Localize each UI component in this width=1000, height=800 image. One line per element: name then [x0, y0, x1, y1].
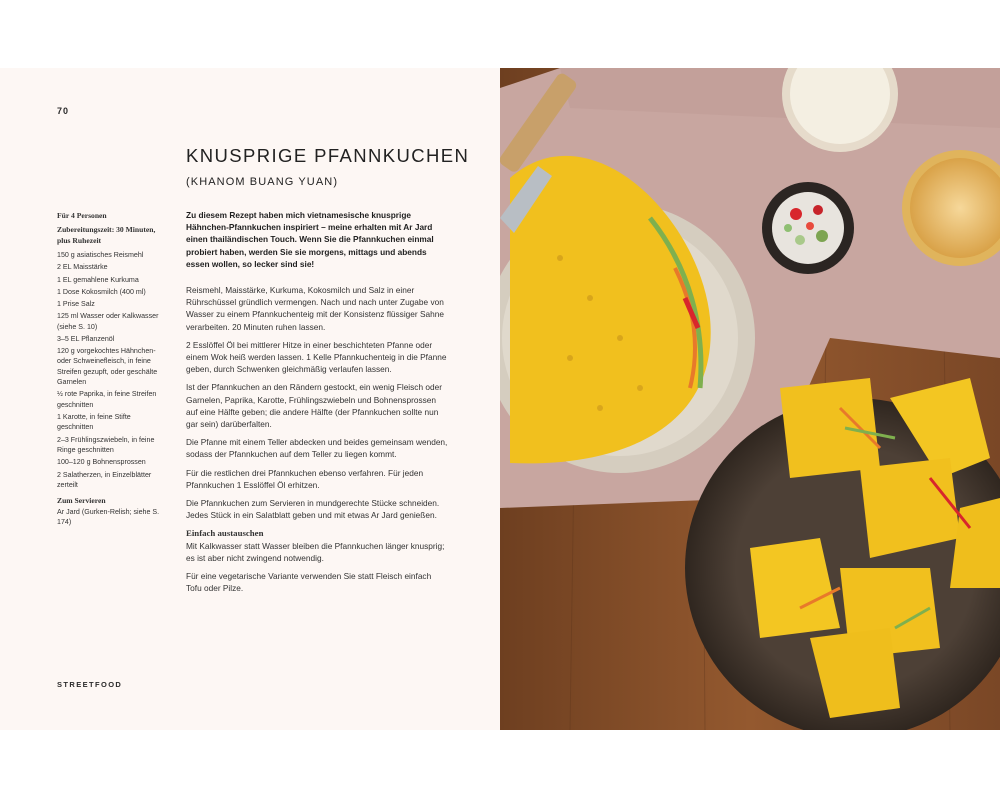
ingredient-item: 1 EL gemahlene Kurkuma — [57, 275, 139, 284]
swap-heading: Einfach austauschen — [186, 528, 264, 539]
ingredient-item: 1 Dose Kokosmilch (400 ml) — [57, 287, 146, 296]
ingredient-item: 125 ml Wasser oder Kalkwasser (siehe S. 10) — [57, 312, 159, 331]
step-paragraph: Reismehl, Maisstärke, Kurkuma, Kokosmilch und Salz in einer Rührschüssel gründlich vermengen. Nach und nach unter Zugabe von Wasser zu einem Pfannkuchenteig mit der Konsistenz flüssiger Sahne verarbeiten. 20 Minuten ruhen lassen. — [186, 285, 444, 332]
step-paragraph: Die Pfannkuchen zum Servieren in mundgerechte Stücke schneiden. Jedes Stück in ein Salatblatt geben und mit etwas Ar Jard genießen. — [186, 498, 440, 521]
step-paragraph: Ist der Pfannkuchen an den Rändern gestockt, ein wenig Fleisch oder Garnelen, Paprika, Karotte, Frühlingszwiebeln und Bohnensprossen auf eine Hälfte geben; die andere Hälfte (der Pfannkuchen sollte nun gar sein) darüberfalten. — [186, 382, 442, 430]
swap-paragraph: Mit Kalkwasser statt Wasser bleiben die Pfannkuchen länger knusprig; es ist aber nicht zwingend notwendig. — [186, 540, 445, 563]
ingredient-item: 2 EL Maisstärke — [57, 263, 108, 272]
ingredient-list — [57, 250, 165, 490]
ingredient-item: 1 Prise Salz — [57, 300, 95, 309]
page-number: 70 — [57, 106, 70, 116]
ingredient-item: 150 g asiatisches Reismehl — [57, 251, 144, 260]
ingredient-item: ½ rote Paprika, in feine Streifen geschnitten — [57, 390, 157, 409]
prep-time: Zubereitungszeit: 30 Minuten, plus Ruhezeit — [57, 225, 156, 245]
serving-heading: Zum Servieren — [57, 496, 106, 506]
ingredient-item: 3–5 EL Pflanzenöl — [57, 334, 115, 343]
ingredient-item: 2–3 Frühlingszwiebeln, in feine Ringe geschnitten — [57, 435, 155, 455]
ingredient-item: 120 g vorgekochtes Hähnchen- oder Schweinefleisch, in feine Streifen gezupft, oder geschälte Garnelen — [57, 347, 158, 387]
recipe-subtitle: (KHANOM BUANG YUAN) — [186, 176, 339, 188]
recipe-body — [186, 209, 448, 600]
servings: Für 4 Personen — [57, 211, 107, 220]
section-footer: STREETFOOD — [57, 680, 123, 689]
step-paragraph: 2 Esslöffel Öl bei mittlerer Hitze in einer beschichteten Pfanne oder einem Wok heiß werden lassen. 1 Kelle Pfannkuchenteig in die Pfanne geben, durch Schwenken gleichmäßig verlaufen lassen. — [186, 339, 447, 375]
food-photo-illustration — [500, 68, 1000, 730]
step-paragraph: Die Pfanne mit einem Teller abdecken und beides gemeinsam wenden, sodass der Pfannkuchen auf dem Teller zu liegen kommt. — [186, 437, 448, 460]
recipe-title: KNUSPRIGE PFANNKUCHEN — [186, 145, 470, 166]
ingredient-item: 1 Karotte, in feine Stifte geschnitten — [57, 413, 131, 432]
ingredient-item: 100–120 g Bohnensprossen — [57, 458, 146, 467]
vegetarian-paragraph: Für eine vegetarische Variante verwenden Sie statt Fleisch einfach Tofu oder Pilze. — [186, 571, 432, 594]
ingredient-item: 2 Salatherzen, in Einzelblätter zerteilt — [57, 470, 152, 489]
intro-paragraph: Zu diesem Rezept haben mich vietnamesische knusprige Hähnchen-Pfannkuchen inspiriert – meine erhalten mit Ar Jard einen thailändischen Touch. Wenn Sie die Pfannkuchen einmal probiert haben, werden Sie sie morgens, mittags und abends essen wollen, so lecker sind sie! — [186, 210, 434, 269]
serving-item: Ar Jard (Gurken-Relish; siehe S. 174) — [57, 507, 160, 526]
food-photo — [500, 68, 1000, 730]
step-paragraph: Für die restlichen drei Pfannkuchen ebenso verfahren. Für jeden Pfannkuchen 1 Esslöffel Öl erhitzen. — [186, 467, 424, 490]
ingredients-sidebar — [57, 211, 165, 527]
